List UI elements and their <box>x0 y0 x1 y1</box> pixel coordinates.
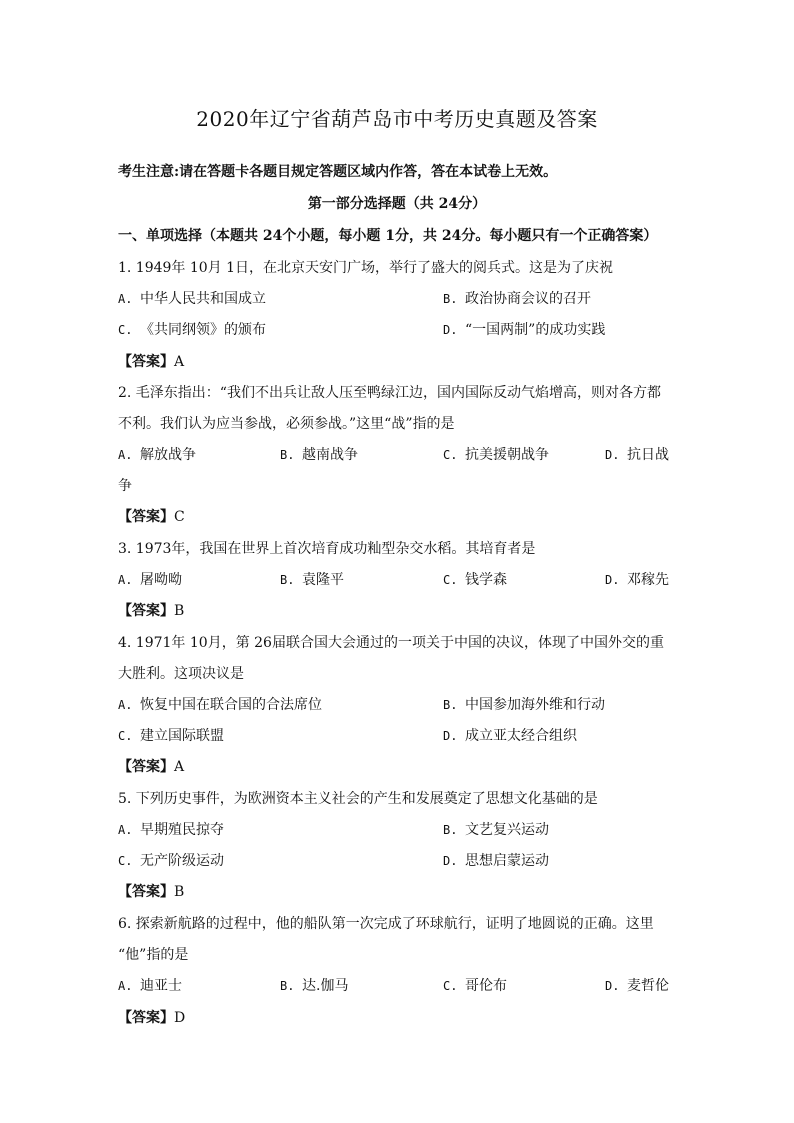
question-1-option-b <box>443 289 591 309</box>
question-1-option-a <box>118 289 266 309</box>
option-text: 无产阶级运动 <box>140 853 224 869</box>
question-1-answer <box>118 352 184 372</box>
option-text: 中华人民共和国成立 <box>140 291 266 307</box>
question-2-stem-line-2: 不利。我们认为应当参战，必须参战。”这里“战”指的是 <box>118 416 455 432</box>
exam-notice: 考生注意:请在答题卡各题目规定答题区域内作答，答在本试卷上无效。 <box>118 164 558 180</box>
question-4-stem-line-1: 4. 1971年 10月，第 26届联合国大会通过的一项关于中国的决议，体现了中国外交的重 <box>118 635 664 651</box>
question-3-option-a <box>118 570 182 590</box>
option-letter: A. <box>118 448 133 462</box>
option-letter: D. <box>443 854 458 868</box>
answer-label: 【答案】 <box>118 759 174 775</box>
question-3-stem: 3. 1973年，我国在世界上首次培育成功籼型杂交水稻。其培育者是 <box>118 541 536 557</box>
option-letter: D. <box>605 979 620 993</box>
question-2-option-a <box>118 445 196 465</box>
option-letter: A. <box>118 823 133 837</box>
option-letter: D. <box>443 323 458 337</box>
question-4-stem-line-2: 大胜利。这项决议是 <box>118 666 244 682</box>
question-5-option-c <box>118 851 224 871</box>
question-4-answer <box>118 757 184 777</box>
question-3-option-d <box>605 570 669 590</box>
question-6-answer <box>118 1008 185 1028</box>
option-text: 成立亚太经合组织 <box>465 728 577 744</box>
question-6-option-c <box>443 976 507 996</box>
question-2-option-b <box>280 445 358 465</box>
answer-value: C <box>174 509 185 525</box>
question-6-option-d <box>605 976 669 996</box>
option-letter: B. <box>443 698 458 712</box>
question-5-option-b <box>443 820 549 840</box>
option-text: 抗日战 <box>627 447 669 463</box>
option-text: 中国参加海外维和行动 <box>465 697 605 713</box>
answer-label: 【答案】 <box>118 603 174 619</box>
option-text: 袁隆平 <box>302 572 344 588</box>
option-letter: B. <box>443 823 458 837</box>
question-1-stem: 1. 1949年 10月 1日，在北京天安门广场，举行了盛大的阅兵式。这是为了庆祝 <box>118 260 614 276</box>
option-text: 达.伽马 <box>302 978 349 994</box>
question-2-option-d-wrap: 争 <box>118 478 132 494</box>
option-text: 麦哲伦 <box>627 978 669 994</box>
option-letter: D. <box>443 729 458 743</box>
option-letter: A. <box>118 573 133 587</box>
option-letter: C. <box>443 448 458 462</box>
option-letter: B. <box>280 979 295 993</box>
option-letter: C. <box>118 323 133 337</box>
question-2-option-d <box>605 445 669 465</box>
question-6-option-a <box>118 976 182 996</box>
option-letter: C. <box>118 729 133 743</box>
option-letter: A. <box>118 698 133 712</box>
question-1-option-d <box>443 320 605 340</box>
option-letter: C. <box>443 979 458 993</box>
answer-label: 【答案】 <box>118 1010 174 1026</box>
answer-value: A <box>174 759 185 775</box>
question-1-option-c <box>118 320 266 340</box>
answer-value: B <box>174 603 185 619</box>
option-letter: B. <box>280 573 295 587</box>
question-2-answer <box>118 507 185 527</box>
section-title: 一、单项选择（本题共 24个小题，每小题 1分，共 24分。每小题只有一个正确答案） <box>118 228 658 244</box>
answer-label: 【答案】 <box>118 509 174 525</box>
option-text: 早期殖民掠夺 <box>140 822 224 838</box>
question-4-option-b <box>443 695 605 715</box>
question-5-option-d <box>443 851 549 871</box>
question-6-option-b <box>280 976 348 996</box>
option-text: “一国两制”的成功实践 <box>465 322 606 338</box>
question-3-answer <box>118 601 184 621</box>
option-letter: A. <box>118 979 133 993</box>
question-4-option-a <box>118 695 322 715</box>
option-text: 政治协商会议的召开 <box>465 291 591 307</box>
option-letter: D. <box>605 448 620 462</box>
option-letter: B. <box>280 448 295 462</box>
option-text: 钱学森 <box>465 572 507 588</box>
option-letter: B. <box>443 292 458 306</box>
answer-value: A <box>174 354 185 370</box>
option-text: 哥伦布 <box>465 978 507 994</box>
option-letter: C. <box>443 573 458 587</box>
question-3-option-b <box>280 570 344 590</box>
option-text: 迪亚士 <box>140 978 182 994</box>
question-5-option-a <box>118 820 224 840</box>
option-text: 建立国际联盟 <box>140 728 224 744</box>
question-4-option-c <box>118 726 224 746</box>
answer-label: 【答案】 <box>118 354 174 370</box>
option-text: 恢复中国在联合国的合法席位 <box>140 697 322 713</box>
answer-value: D <box>174 1010 186 1026</box>
question-5-stem: 5. 下列历史事件，为欧洲资本主义社会的产生和发展奠定了思想文化基础的是 <box>118 791 598 807</box>
page-title: 2020年辽宁省葫芦岛市中考历史真题及答案 <box>196 107 598 131</box>
option-text: 文艺复兴运动 <box>465 822 549 838</box>
question-4-option-d <box>443 726 577 746</box>
question-5-answer <box>118 882 184 902</box>
option-letter: D. <box>605 573 620 587</box>
option-text: 《共同纲领》的颁布 <box>140 322 266 338</box>
question-3-option-c <box>443 570 507 590</box>
answer-label: 【答案】 <box>118 884 174 900</box>
option-letter: A. <box>118 292 133 306</box>
part-title: 第一部分选择题（共 24分） <box>307 196 487 212</box>
question-6-stem-line-1: 6. 探索新航路的过程中，他的船队第一次完成了环球航行，证明了地圆说的正确。这里 <box>118 916 654 932</box>
question-2-option-c <box>443 445 549 465</box>
option-text: 屠呦呦 <box>140 572 182 588</box>
option-text: 邓稼先 <box>627 572 669 588</box>
question-2-stem-line-1: 2. 毛泽东指出：“我们不出兵让敌人压至鸭绿江边，国内国际反动气焰增高，则对各方都 <box>118 385 661 401</box>
option-text: 抗美援朝战争 <box>465 447 549 463</box>
option-text: 越南战争 <box>302 447 358 463</box>
option-text: 解放战争 <box>140 447 196 463</box>
option-letter: C. <box>118 854 133 868</box>
option-text: 思想启蒙运动 <box>465 853 549 869</box>
question-6-stem-line-2: “他”指的是 <box>118 947 189 963</box>
answer-value: B <box>174 884 185 900</box>
